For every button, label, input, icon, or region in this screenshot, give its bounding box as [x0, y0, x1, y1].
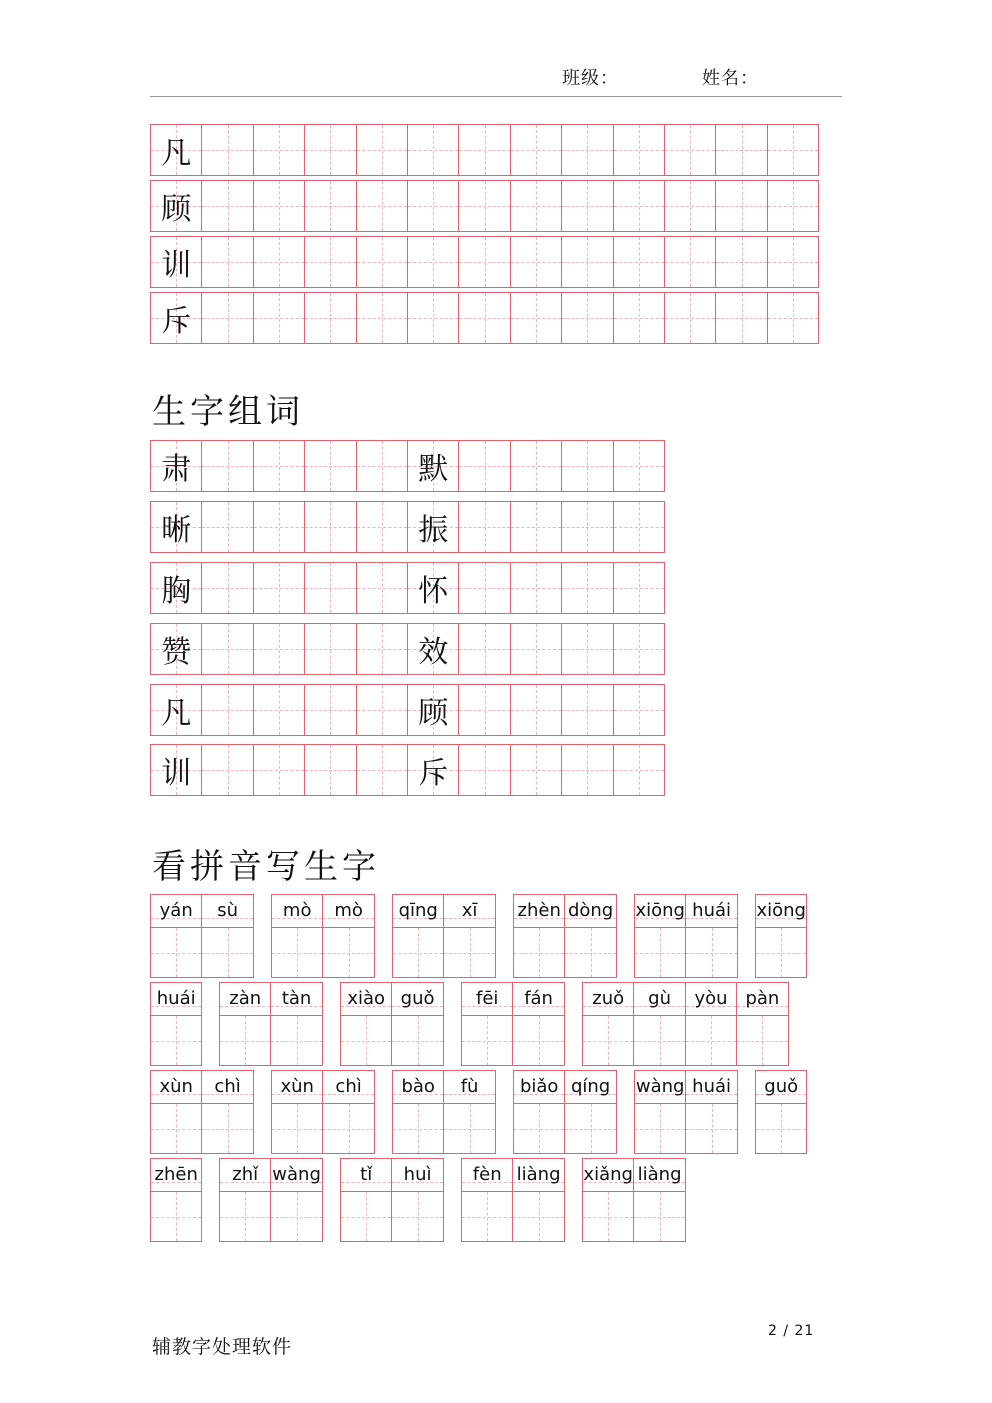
pinyin-label — [219, 1158, 271, 1192]
section-title-pinyin: 看拼音写生字 — [152, 847, 380, 887]
writing-cell[interactable] — [755, 927, 807, 978]
character-cell — [407, 440, 459, 492]
writing-cell[interactable] — [150, 927, 202, 978]
pinyin-label — [201, 894, 253, 928]
pinyin-text: mò — [282, 900, 312, 921]
character-cell — [407, 562, 459, 614]
writing-cell[interactable] — [150, 1191, 202, 1242]
pinyin-text: yán — [159, 900, 193, 921]
pinyin-label — [582, 982, 634, 1016]
pinyin-label — [634, 1070, 686, 1104]
writing-cell[interactable] — [219, 1015, 271, 1066]
pinyin-label — [150, 1158, 202, 1192]
pinyin-text: liàng — [516, 1164, 561, 1185]
pinyin-text: zàn — [229, 988, 262, 1009]
writing-cell[interactable] — [340, 1191, 392, 1242]
pinyin-text: xiōng — [756, 900, 806, 921]
pinyin-label — [513, 1070, 565, 1104]
pinyin-label — [270, 982, 322, 1016]
pinyin-label — [340, 1158, 392, 1192]
pinyin-label — [391, 1158, 443, 1192]
pinyin-label — [633, 1158, 685, 1192]
writing-cell[interactable] — [736, 1015, 788, 1066]
writing-cell[interactable] — [270, 1191, 322, 1242]
model-character: 凡 — [161, 136, 192, 171]
writing-cell[interactable] — [201, 927, 253, 978]
model-character: 默 — [418, 452, 449, 487]
writing-cell[interactable] — [392, 927, 444, 978]
pinyin-text: chì — [335, 1076, 362, 1097]
pinyin-text: xùn — [280, 1076, 314, 1097]
writing-cell[interactable] — [392, 1103, 444, 1154]
writing-cell[interactable] — [340, 1015, 392, 1066]
writing-cell[interactable] — [322, 927, 374, 978]
character-cell — [407, 501, 459, 553]
pinyin-text: fù — [460, 1076, 479, 1097]
character-cell — [150, 124, 202, 176]
model-character: 效 — [418, 635, 449, 670]
character-cell — [150, 236, 202, 288]
character-cell — [150, 623, 202, 675]
pinyin-label — [633, 982, 685, 1016]
pinyin-label — [755, 894, 807, 928]
writing-cell[interactable] — [513, 927, 565, 978]
writing-cell[interactable] — [461, 1191, 513, 1242]
writing-cell[interactable] — [512, 1191, 564, 1242]
section-title-words: 生字组词 — [152, 392, 304, 432]
pinyin-label — [512, 1158, 564, 1192]
pinyin-text: bào — [401, 1076, 435, 1097]
pinyin-label — [461, 1158, 513, 1192]
model-character: 顾 — [418, 696, 449, 731]
pinyin-text: tǐ — [360, 1164, 373, 1185]
pinyin-label — [685, 894, 737, 928]
pinyin-text: tàn — [281, 988, 312, 1009]
model-character: 胸 — [161, 574, 192, 609]
writing-cell[interactable] — [685, 1015, 737, 1066]
name-label: 姓名： — [702, 68, 759, 89]
writing-cell[interactable] — [685, 1103, 737, 1154]
pinyin-label — [461, 982, 513, 1016]
writing-cell[interactable] — [512, 1015, 564, 1066]
pinyin-label — [150, 982, 202, 1016]
pinyin-label — [634, 894, 686, 928]
writing-cell[interactable] — [201, 1103, 253, 1154]
pinyin-text: mò — [334, 900, 363, 921]
writing-cell[interactable] — [564, 927, 616, 978]
pinyin-text: xiǎng — [583, 1164, 633, 1185]
pinyin-label — [392, 1070, 444, 1104]
pinyin-text: huái — [156, 988, 196, 1009]
character-cell — [407, 623, 459, 675]
pinyin-label — [564, 1070, 616, 1104]
character-cell — [150, 501, 202, 553]
pinyin-text: biǎo — [519, 1076, 559, 1097]
model-character: 振 — [418, 513, 449, 548]
writing-cell[interactable] — [633, 1191, 685, 1242]
pinyin-text: qíng — [570, 1076, 611, 1097]
writing-cell[interactable] — [443, 927, 495, 978]
pinyin-text: pàn — [745, 988, 780, 1009]
writing-cell[interactable] — [582, 1191, 634, 1242]
pinyin-label — [322, 1070, 374, 1104]
character-cell — [407, 744, 459, 796]
writing-cell[interactable] — [219, 1191, 271, 1242]
model-character: 凡 — [161, 696, 192, 731]
model-character: 斥 — [418, 756, 449, 791]
pinyin-text: zhǐ — [232, 1164, 259, 1185]
pinyin-text: xiào — [347, 988, 386, 1009]
character-cell — [150, 744, 202, 796]
pinyin-label — [270, 1158, 322, 1192]
pinyin-text: huái — [692, 1076, 732, 1097]
writing-cell[interactable] — [461, 1015, 513, 1066]
pinyin-label — [340, 982, 392, 1016]
writing-cell[interactable] — [271, 1103, 323, 1154]
pinyin-text: fèn — [472, 1164, 502, 1185]
pinyin-label — [564, 894, 616, 928]
character-cell — [150, 684, 202, 736]
writing-cell[interactable] — [634, 1103, 686, 1154]
writing-cell[interactable] — [391, 1191, 443, 1242]
pinyin-text: fēi — [475, 988, 499, 1009]
model-character: 怀 — [418, 574, 449, 609]
model-character: 斥 — [161, 304, 192, 339]
writing-cell[interactable] — [270, 1015, 322, 1066]
model-character: 肃 — [161, 452, 192, 487]
model-character: 赞 — [161, 635, 192, 670]
pinyin-label — [150, 894, 202, 928]
class-label: 班级： — [562, 68, 619, 89]
pinyin-label — [150, 1070, 202, 1104]
character-cell — [150, 440, 202, 492]
pinyin-label — [392, 894, 444, 928]
pinyin-label — [582, 1158, 634, 1192]
writing-cell[interactable] — [685, 927, 737, 978]
writing-cell[interactable] — [322, 1103, 374, 1154]
page-number: 2 / 21 — [768, 1323, 815, 1339]
pinyin-text: qīng — [398, 900, 438, 921]
writing-cell[interactable] — [633, 1015, 685, 1066]
pinyin-label — [391, 982, 443, 1016]
writing-cell[interactable] — [582, 1015, 634, 1066]
writing-cell[interactable] — [391, 1015, 443, 1066]
character-cell — [407, 684, 459, 736]
pinyin-text: huì — [403, 1164, 432, 1185]
model-character: 顾 — [161, 192, 192, 227]
pinyin-label — [736, 982, 788, 1016]
character-cell — [150, 562, 202, 614]
pinyin-text: zuǒ — [592, 988, 625, 1009]
pinyin-text: zhèn — [517, 900, 561, 921]
pinyin-text: yòu — [694, 988, 728, 1009]
pinyin-text: guǒ — [764, 1076, 799, 1097]
writing-cell[interactable] — [564, 1103, 616, 1154]
writing-cell[interactable] — [150, 1103, 202, 1154]
pinyin-label — [201, 1070, 253, 1104]
footer-software-name: 辅教字处理软件 — [152, 1336, 293, 1358]
pinyin-text: wàng — [272, 1164, 321, 1185]
writing-cell[interactable] — [150, 1015, 202, 1066]
pinyin-label — [685, 1070, 737, 1104]
model-character: 训 — [161, 248, 192, 283]
writing-cell[interactable] — [755, 1103, 807, 1154]
pinyin-label — [322, 894, 374, 928]
pinyin-label — [271, 894, 323, 928]
writing-cell[interactable] — [513, 1103, 565, 1154]
pinyin-text: sù — [217, 900, 238, 921]
pinyin-text: guǒ — [400, 988, 435, 1009]
pinyin-text: dòng — [567, 900, 614, 921]
pinyin-text: zhēn — [154, 1164, 198, 1185]
pinyin-text: xùn — [159, 1076, 193, 1097]
pinyin-text: wàng — [635, 1076, 685, 1097]
pinyin-label — [443, 1070, 495, 1104]
model-character: 训 — [161, 756, 192, 791]
pinyin-label — [685, 982, 737, 1016]
pinyin-text: fán — [524, 988, 553, 1009]
pinyin-label — [443, 894, 495, 928]
writing-cell[interactable] — [271, 927, 323, 978]
character-cell — [150, 292, 202, 344]
pinyin-text: gù — [648, 988, 671, 1009]
model-character: 晰 — [161, 513, 192, 548]
pinyin-text: xī — [461, 900, 478, 921]
pinyin-label — [219, 982, 271, 1016]
pinyin-label — [755, 1070, 807, 1104]
pinyin-text: liàng — [637, 1164, 682, 1185]
pinyin-label — [271, 1070, 323, 1104]
character-cell — [150, 180, 202, 232]
pinyin-text: chì — [214, 1076, 241, 1097]
pinyin-label — [512, 982, 564, 1016]
pinyin-label — [513, 894, 565, 928]
pinyin-text: huái — [692, 900, 732, 921]
writing-cell[interactable] — [634, 927, 686, 978]
pinyin-text: xiōng — [635, 900, 685, 921]
writing-cell[interactable] — [443, 1103, 495, 1154]
